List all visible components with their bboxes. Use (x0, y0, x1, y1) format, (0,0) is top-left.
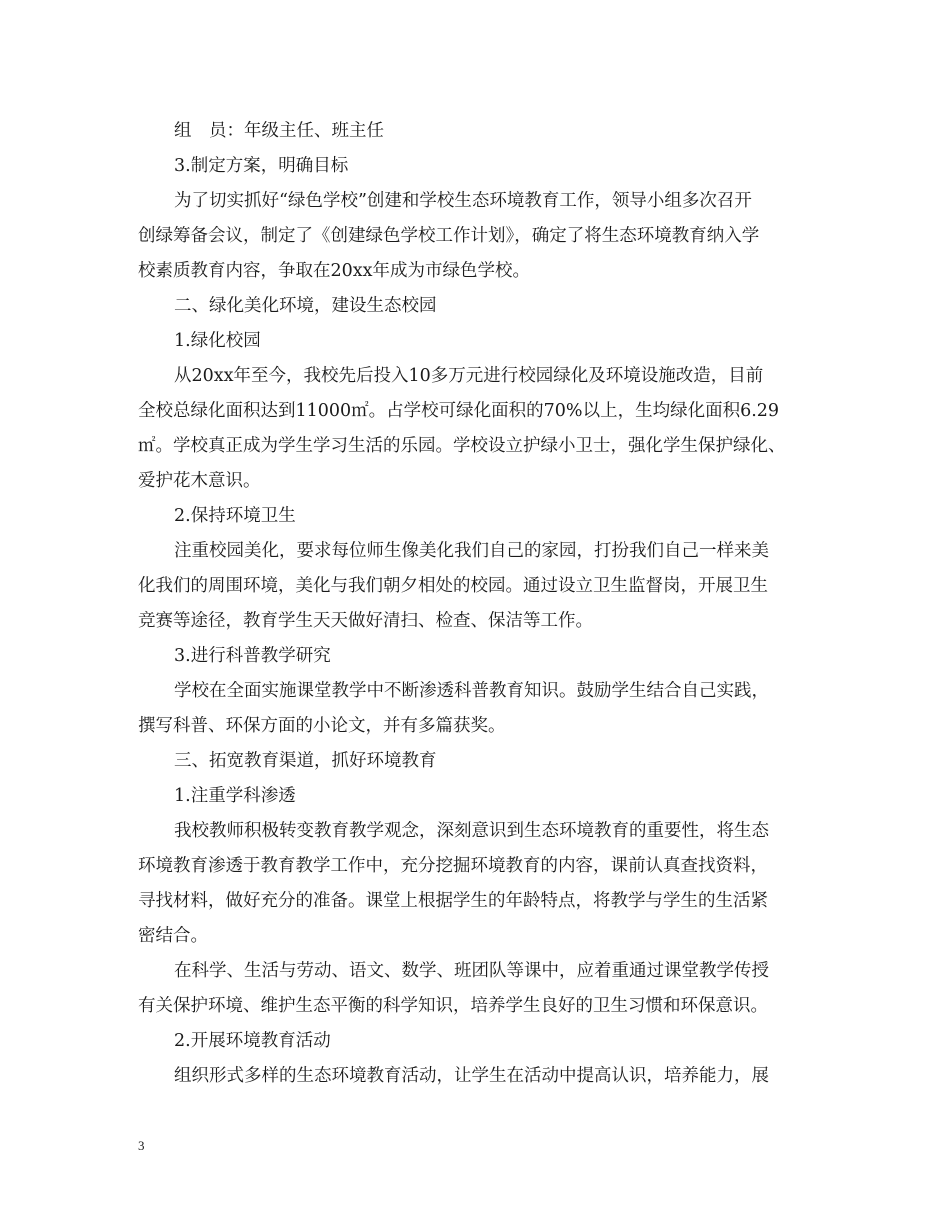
text-line: 寻找材料，做好充分的准备。课堂上根据学生的年龄特点，将教学与学生的生活紧 (138, 891, 768, 911)
text-line: ㎡。学校真正成为学生学习生活的乐园。学校设立护绿小卫士，强化学生保护绿化、 (138, 436, 786, 456)
text-line: 为了切实抓好“绿色学校”创建和学校生态环境教育工作，领导小组多次召开 (174, 191, 752, 211)
text-line: 组 员：年级主任、班主任 (174, 121, 384, 141)
text-line: 1.注重学科渗透 (174, 786, 296, 806)
text-line: 1.绿化校园 (174, 331, 261, 351)
text-line: 3.制定方案，明确目标 (174, 156, 349, 176)
text-line: 2.开展环境教育活动 (174, 1031, 331, 1051)
text-line: 三、拓宽教育渠道，抓好环境教育 (174, 751, 437, 771)
text-line: 撰写科普、环保方面的小论文，并有多篇获奖。 (138, 716, 506, 736)
text-line: 我校教师积极转变教育教学观念，深刻意识到生态环境教育的重要性，将生态 (174, 821, 769, 841)
document-body (138, 114, 822, 1094)
text-line: 全校总绿化面积达到11000㎡。占学校可绿化面积的70%以上，生均绿化面积6.29 (138, 401, 780, 421)
text-line: 有关保护环境、维护生态平衡的科学知识，培养学生良好的卫生习惯和环保意识。 (138, 996, 768, 1016)
text-line: 从20xx年至今，我校先后投入10多万元进行校园绿化及环境设施改造，目前 (174, 366, 764, 386)
text-line: 环境教育渗透于教育教学工作中，充分挖掘环境教育的内容，课前认真查找资料， (138, 856, 768, 876)
text-line: 二、绿化美化环境，建设生态校园 (174, 296, 437, 316)
text-line: 化我们的周围环境，美化与我们朝夕相处的校园。通过设立卫生监督岗，开展卫生 (138, 576, 768, 596)
text-line: 2.保持环境卫生 (174, 506, 296, 526)
text-line: 校素质教育内容，争取在20xx年成为市绿色学校。 (138, 261, 531, 281)
text-line: 注重校园美化，要求每位师生像美化我们自己的家园，打扮我们自己一样来美 (174, 541, 769, 561)
text-line: 竞赛等途径，教育学生天天做好清扫、检查、保洁等工作。 (138, 611, 593, 631)
page-number: 3 (138, 1138, 145, 1153)
text-line: 密结合。 (138, 926, 208, 946)
text-line: 在科学、生活与劳动、语文、数学、班团队等课中，应着重通过课堂教学传授 (174, 961, 769, 981)
text-line: 组织形式多样的生态环境教育活动，让学生在活动中提高认识，培养能力，展 (174, 1066, 769, 1086)
text-line: 创绿筹备会议，制定了《创建绿色学校工作计划》，确定了将生态环境教育纳入学 (138, 226, 760, 246)
text-line: 爱护花木意识。 (138, 471, 261, 491)
text-line: 3.进行科普教学研究 (174, 646, 331, 666)
text-line: 学校在全面实施课堂教学中不断渗透科普教育知识。鼓励学生结合自己实践， (174, 681, 769, 701)
